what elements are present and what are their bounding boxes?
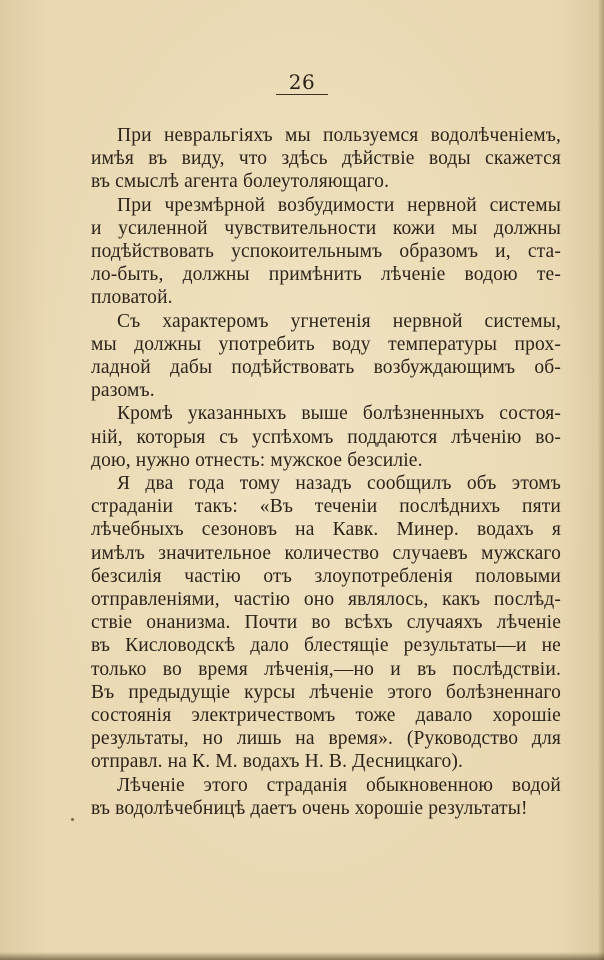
paragraph xyxy=(91,310,561,403)
text-line: подѣйствовать успокоительнымъ образомъ и, ста- xyxy=(91,241,561,263)
text-line: дою, нужно отнесть: мужское безсиліе. xyxy=(91,449,423,471)
text-line: въ смыслѣ агента болеутоляющаго. xyxy=(91,171,390,193)
text-line: При невральгіяхъ мы пользуемся водолѣченіемъ, xyxy=(117,125,561,146)
paragraph xyxy=(91,472,561,774)
text-line: въ водолѣчебницѣ даетъ очень хорошіе результаты! xyxy=(91,797,528,819)
text-line: ствіе онанизма. Почти во всѣхъ случаяхъ лѣченіе xyxy=(91,612,561,634)
text-line: мы должны употребить воду температуры прох- xyxy=(91,333,561,355)
text-line: пловатой. xyxy=(91,287,173,309)
text-line: Кромѣ указанныхъ выше болѣзненныхъ состоя- xyxy=(117,403,561,425)
text-line: и усиленной чувствительности кожи мы должны xyxy=(91,217,561,239)
text-line: Въ предыдущіе курсы лѣченіе этого болѣзненнаго xyxy=(91,681,561,703)
text-line: безсилія частію отъ злоупотребленія половыми xyxy=(91,565,561,587)
text-line: отправл. на К. М. водахъ Н. В. Десницкаго). xyxy=(91,751,464,773)
text-line: Я два года тому назадъ сообщилъ объ этомъ xyxy=(117,473,561,495)
text-line: имѣя въ виду, что здѣсь дѣйствіе воды скажется xyxy=(91,148,561,170)
paragraph xyxy=(91,774,561,820)
page-number: 26 xyxy=(288,70,316,94)
paragraph xyxy=(91,124,561,194)
text-line: ній, которыя съ успѣхомъ поддаются лѣченію во- xyxy=(91,426,561,448)
page-edge-shadow xyxy=(0,952,604,960)
text-line: разомъ. xyxy=(91,380,155,402)
text-line: ладной дабы подѣйствовать возбуждающимъ об- xyxy=(91,357,561,379)
page-edge-shadow xyxy=(598,0,604,960)
page-number-underline xyxy=(276,94,328,95)
text-line: въ Кисловодскѣ дало блестящіе результаты—и не xyxy=(91,635,561,657)
text-line: отправленіями, частію оно являлось, какъ послѣд- xyxy=(91,589,561,611)
text-line: ло-быть, должны примѣнить лѣченіе водою те- xyxy=(91,264,561,286)
paragraph xyxy=(91,194,561,310)
paragraph xyxy=(91,402,561,472)
text-line: страданіи такъ: «Въ теченіи послѣднихъ пяти xyxy=(91,496,561,518)
text-line: лѣчебныхъ сезоновъ на Кавк. Минер. водахъ я xyxy=(91,519,561,541)
paper-speck xyxy=(71,818,74,821)
text-line: результаты, но лишь на время». (Руководство для xyxy=(91,728,561,750)
text-line: только во время лѣченія,—но и въ послѣдствіи. xyxy=(91,658,561,680)
text-line: При чрезмѣрной возбудимости нервной системы xyxy=(117,194,561,216)
text-line: Лѣченіе этого страданія обыкновенною водой xyxy=(117,774,561,796)
text-line: состоянія электричествомъ тоже давало хорошіе xyxy=(91,705,561,727)
text-line: Съ характеромъ угнетенія нервной системы, xyxy=(117,310,561,332)
text-line: имѣлъ значительное количество случаевъ мужскаго xyxy=(91,542,561,564)
body-text xyxy=(91,124,561,820)
